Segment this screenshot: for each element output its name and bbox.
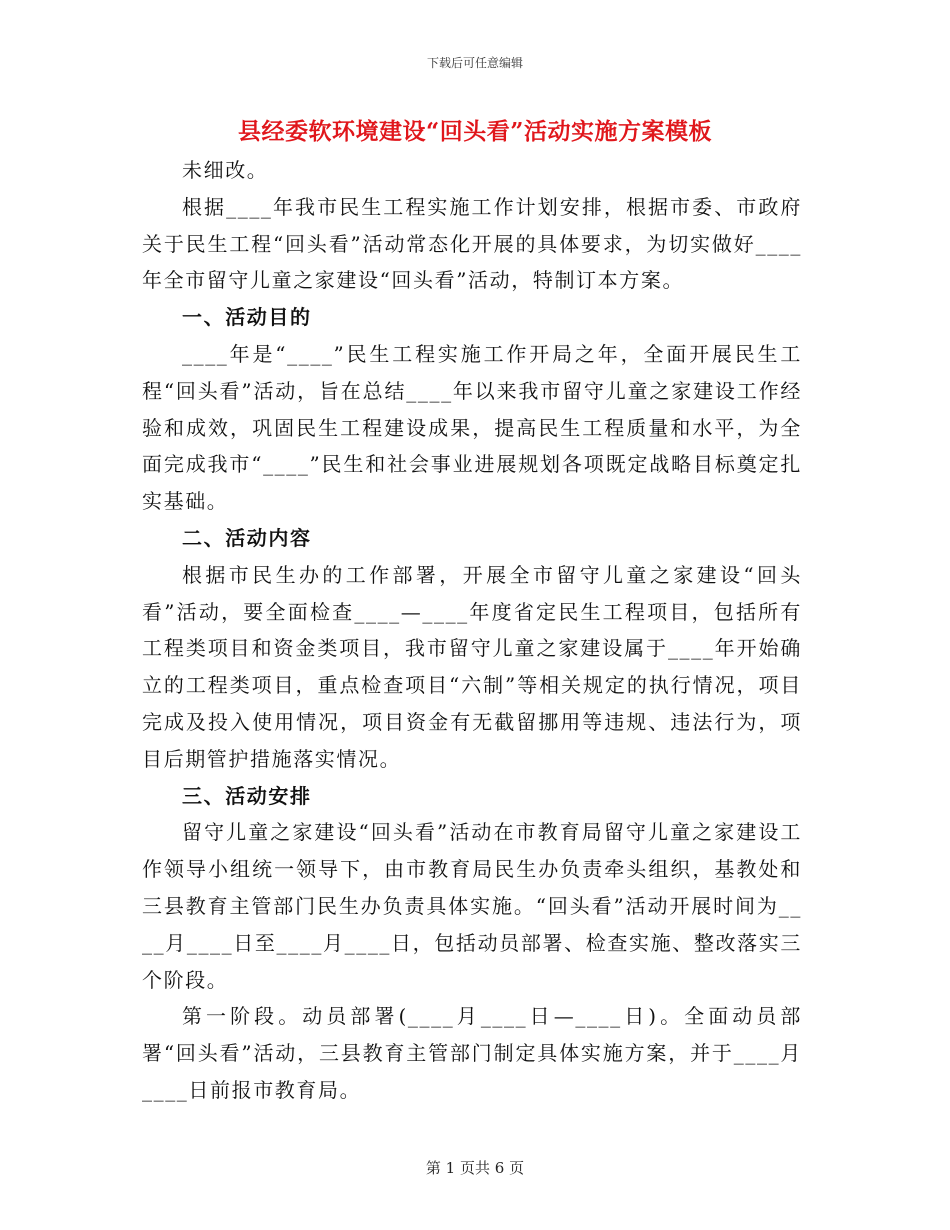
paragraph: 根据市民生办的工作部署，开展全市留守儿童之家建设“回头看”活动，要全面检查____—____年度省定民生工程项目，包括所有工程类项目和资金类项目，我市留守儿童之家建设属于____年开始确立的工程类项目，重点检查项目“六制”等相关规定的执行情况，项目完成及投入使用情况，项目资金有无截留挪用等违规、违法行为，项目后期管护措施落实情况。 (142, 562, 802, 771)
paragraph: 留守儿童之家建设“回头看”活动在市教育局留守儿童之家建设工作领导小组统一领导下，由市教育局民生办负责牵头组织，基教处和三县教育主管部门民生办负责具体实施。“回头看”活动开展时间为____月____日至____月____日，包括动员部署、检查实施、整改落实三个阶段。 (142, 820, 802, 992)
document-body (142, 152, 802, 1109)
header-note: 下载后可任意编辑 (426, 56, 523, 70)
paragraph: 根据____年我市民生工程实施工作计划安排，根据市委、市政府关于民生工程“回头看”活动常态化开展的具体要求，为切实做好____年全市留守儿童之家建设“回头看”活动，特制订本方案。 (142, 194, 802, 293)
document-title: 县经委软环境建设“回头看”活动实施方案模板 (238, 118, 712, 145)
paragraph: 第一阶段。动员部署(____月____日—____日)。全面动员部署“回头看”活动，三县教育主管部门制定具体实施方案，并于____月____日前报市教育局。 (142, 1004, 802, 1102)
page-number: 第 1 页共 6 页 (425, 1159, 525, 1177)
section-heading: 三、活动安排 (182, 783, 312, 808)
section-heading: 二、活动内容 (182, 525, 312, 550)
section-heading: 一、活动目的 (182, 305, 312, 330)
paragraph: ____年是“____”民生工程实施工作开局之年，全面开展民生工程“回头看”活动，旨在总结____年以来我市留守儿童之家建设工作经验和成效，巩固民生工程建设成果，提高民生工程质量和水平，为全面完成我市“____”民生和社会事业进展规划各项既定战略目标奠定扎实基础。 (142, 341, 802, 514)
paragraph: 未细改。 (182, 158, 269, 182)
